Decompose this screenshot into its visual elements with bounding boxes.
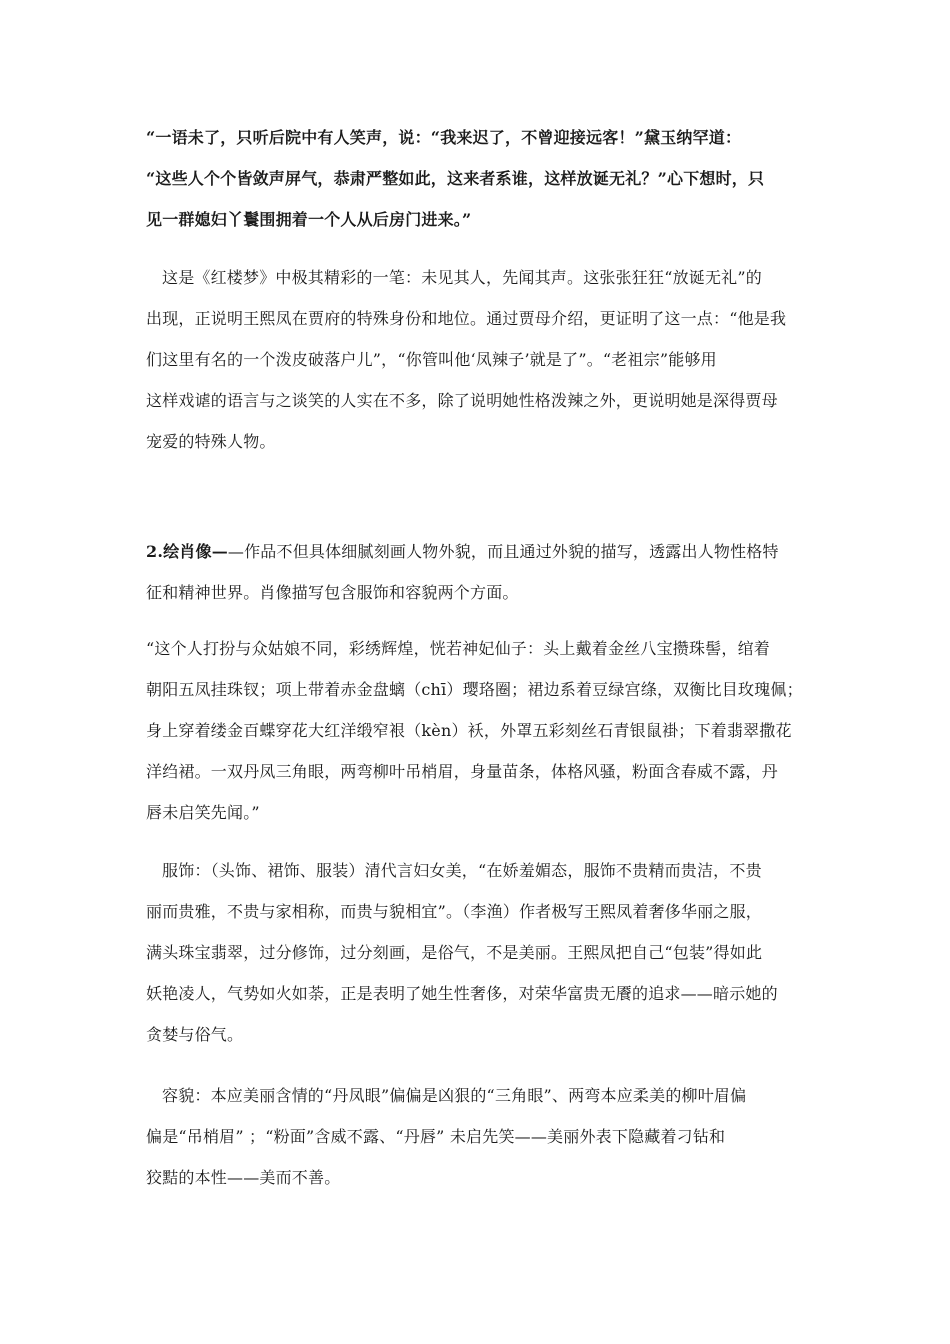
analysis-line: 容貌：本应美丽含情的“丹凤眼”偏偏是凶狠的“三角眼”、两弯本应柔美的柳叶眉偏 xyxy=(162,1086,747,1105)
analysis-line: 丽而贵雅，不贵与家相称，而贵与貌相宜”。（李渔）作者极写王熙凤着奢侈华丽之服， xyxy=(146,902,762,921)
commentary-line: 出现，正说明王熙凤在贾府的特殊身份和地位。通过贾母介绍，更证明了这一点：“他是我 xyxy=(146,309,787,328)
section-heading-line xyxy=(146,531,814,572)
analysis-line: 满头珠宝翡翠，过分修饰，过分刻画，是俗气，不是美丽。王熙凤把自己“包装”得如此 xyxy=(146,943,763,962)
commentary-line: 这是《红楼梦》中极其精彩的一笔：未见其人，先闻其声。这张张狂狂“放诞无礼”的 xyxy=(162,268,762,287)
analysis-line: 服饰：（头饰、裙饰、服装）清代言妇女美，“在娇羞媚态，服饰不贵精而贵洁，不贵 xyxy=(162,861,762,880)
commentary-paragraph xyxy=(146,257,814,462)
quote-line: 朝阳五凤挂珠钗；项上带着赤金盘螭（chī）璎珞圈；裙边系着豆绿宫绦，双衡比目玫瑰佩； xyxy=(146,680,803,699)
appearance-analysis-paragraph xyxy=(146,1075,814,1198)
quote-line: 身上穿着缕金百蝶穿花大红洋缎窄裉（kèn）袄，外罩五彩刻丝石青银鼠褂；下着翡翠撒花 xyxy=(146,721,792,740)
analysis-line: 偏是“吊梢眉” ；“粉面”含威不露、“丹唇” 未启先笑——美丽外表下隐藏着刁钻和 xyxy=(146,1127,726,1146)
analysis-line: 贪婪与俗气。 xyxy=(146,1025,244,1044)
quote-line: “一语未了，只听后院中有人笑声，说：“我来迟了，不曾迎接远客！”黛玉纳罕道： xyxy=(146,128,742,147)
quote-paragraph-laughter xyxy=(146,117,814,240)
quote-line: 见一群媳妇丫鬟围拥着一个人从后房门进来。” xyxy=(146,210,472,229)
section-heading: 2.绘肖像— xyxy=(146,542,228,561)
section-portrait xyxy=(146,531,814,613)
commentary-line: 宠爱的特殊人物。 xyxy=(146,432,276,451)
section-intro-text: —作品不但具体细腻刻画人物外貌，而且通过外貌的描写，透露出人物性格特 xyxy=(227,542,779,561)
quote-line: 唇未启笑先闻。” xyxy=(146,803,260,822)
section-intro-line: 征和精神世界。肖像描写包含服饰和容貌两个方面。 xyxy=(146,583,519,602)
analysis-line: 狡黠的本性——美而不善。 xyxy=(146,1168,341,1187)
commentary-line: 们这里有名的一个泼皮破落户儿”，“你管叫他‘凤辣子’就是了”。“老祖宗”能够用 xyxy=(146,350,717,369)
quote-paragraph-portrait xyxy=(146,628,814,833)
clothing-analysis-paragraph xyxy=(146,850,814,1055)
quote-line: “这个人打扮与众姑娘不同，彩绣辉煌，恍若神妃仙子：头上戴着金丝八宝攒珠髻，绾着 xyxy=(146,639,770,658)
commentary-line: 这样戏谑的语言与之谈笑的人实在不多，除了说明她性格泼辣之外，更说明她是深得贾母 xyxy=(146,391,778,410)
analysis-line: 妖艳凌人，气势如火如荼，正是表明了她生性奢侈，对荣华富贵无餍的追求——暗示她的 xyxy=(146,984,778,1003)
quote-line: “这些人个个皆敛声屏气，恭肃严整如此，这来者系谁，这样放诞无礼？”心下想时，只 xyxy=(146,169,765,188)
quote-line: 洋绉裙。一双丹凤三角眼，两弯柳叶吊梢眉，身量苗条，体格风骚，粉面含春威不露，丹 xyxy=(146,762,778,781)
